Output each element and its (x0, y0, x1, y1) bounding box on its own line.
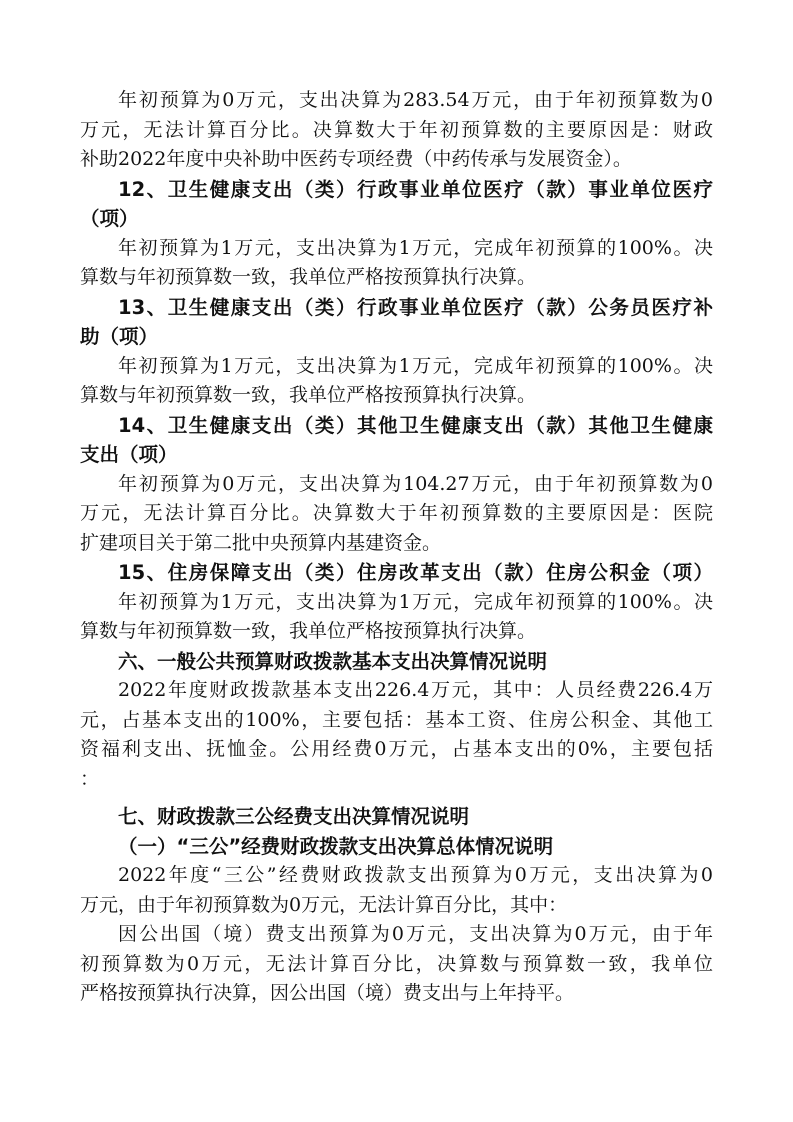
text-line: 算数与年初预算数一致，我单位严格按预算执行决算。 (80, 384, 537, 406)
text-line: 算数与年初预算数一致，我单位严格按预算执行决算。 (80, 266, 537, 288)
text-line: 年初预算为0万元，支出决算为283.54万元，由于年初预算数为0 (118, 89, 713, 111)
body-paragraph (0, 352, 793, 411)
text-line: 年初预算为1万元，支出决算为1万元，完成年初预算的100%。决 (118, 354, 713, 377)
heading-line: 14、卫生健康支出（类）其他卫生健康支出（款）其他卫生健康 (118, 413, 713, 437)
heading-line: 助（项） (80, 325, 159, 348)
section-heading (0, 647, 793, 677)
body-paragraph (0, 861, 793, 920)
section-heading (0, 558, 793, 588)
section-heading (0, 411, 793, 470)
subsection-heading (0, 832, 793, 862)
text-line: 年初预算为0万元，支出决算为104.27万元，由于年初预算数为0 (118, 472, 713, 495)
text-line: 扩建项目关于第二批中央预算内基建资金。 (80, 531, 442, 554)
text-line: 万元，无法计算百分比。决算数大于年初预算数的主要原因是：财政 (80, 118, 713, 141)
heading-line: （项） (80, 207, 139, 230)
text-line: 算数与年初预算数一致，我单位严格按预算执行决算。 (80, 620, 537, 642)
text-line: 年初预算为1万元，支出决算为1万元，完成年初预算的100%。决 (118, 236, 713, 259)
text-line: 万元，无法计算百分比。决算数大于年初预算数的主要原因是：医院 (80, 502, 713, 524)
heading-line: 12、卫生健康支出（类）行政事业单位医疗（款）事业单位医疗 (118, 177, 713, 201)
heading-line: 15、住房保障支出（类）住房改革支出（款）住房公积金（项） (118, 561, 713, 584)
body-paragraph (0, 86, 793, 175)
text-line: 因公出国（境）费支出预算为0万元，支出决算为0万元，由于年 (118, 923, 713, 945)
text-line: 资福利支出、抚恤金。公用经费0万元，占基本支出的0%，主要包括 (80, 738, 713, 760)
section-heading (0, 175, 793, 234)
text-line: 2022年度“三公”经费财政拨款支出预算为0万元，支出决算为0 (118, 864, 713, 886)
section-heading (0, 293, 793, 352)
heading-line: （一）“三公”经费财政拨款支出决算总体情况说明 (118, 834, 554, 858)
heading-line: 七、财政拨款三公经费支出决算情况说明 (118, 805, 470, 828)
heading-line: 支出（项） (80, 443, 178, 466)
text-line: ： (80, 767, 100, 790)
body-paragraph (0, 470, 793, 559)
text-line: 补助2022年度中央补助中医药专项经费（中药传承与发展资金）。 (80, 148, 632, 170)
text-line: 万元，由于年初预算数为0万元，无法计算百分比，其中： (80, 893, 568, 916)
paragraph-spacer (0, 794, 793, 802)
text-line: 2022年度财政拨款基本支出226.4万元，其中：人员经费226.4万 (118, 679, 713, 701)
text-line: 元，占基本支出的100%，主要包括：基本工资、住房公积金、其他工 (80, 708, 713, 731)
heading-line: 13、卫生健康支出（类）行政事业单位医疗（款）公务员医疗补 (118, 295, 713, 319)
body-paragraph (0, 676, 793, 794)
document-body (0, 86, 793, 1009)
heading-line: 六、一般公共预算财政拨款基本支出决算情况说明 (118, 649, 548, 673)
text-line: 初预算数为0万元，无法计算百分比，决算数与预算数一致，我单位 (80, 952, 713, 975)
body-paragraph (0, 920, 793, 1009)
body-paragraph (0, 234, 793, 293)
text-line: 严格按预算执行决算，因公出国（境）费支出与上年持平。 (80, 982, 575, 1004)
text-line: 年初预算为1万元，支出决算为1万元，完成年初预算的100%。决 (118, 590, 713, 613)
body-paragraph (0, 588, 793, 647)
section-heading (0, 802, 793, 832)
